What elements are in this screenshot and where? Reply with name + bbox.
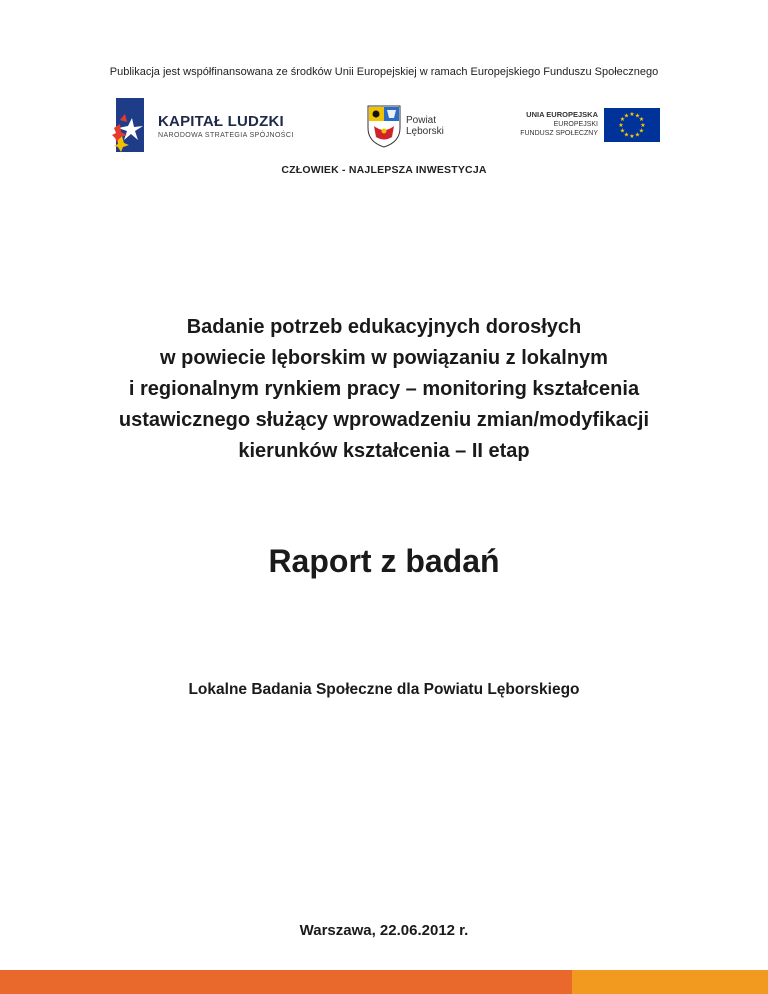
kapital-ludzki-logo [112, 98, 312, 152]
svg-text:★: ★ [619, 116, 626, 123]
svg-text:★: ★ [618, 122, 624, 129]
eu-text [520, 110, 598, 138]
svg-text:★: ★ [619, 127, 626, 135]
title-line: i regionalnym rynkiem pracy – monitoring kształcenia [128, 378, 640, 400]
logo-row [0, 98, 768, 154]
svg-text:★: ★ [629, 133, 635, 140]
title-line: w powiecie lęborskim w powiązaniu z lokalnym [160, 347, 608, 369]
place-date: Warszawa, 22.06.2012 r. [299, 922, 469, 939]
svg-text:★: ★ [640, 122, 646, 129]
eu-line2: EUROPEJSKI [553, 121, 598, 128]
document-title [40, 312, 728, 467]
svg-text:★: ★ [634, 112, 641, 120]
eu-flag-icon [604, 108, 660, 142]
powiat-line1: Powiat [406, 115, 437, 126]
kapital-ludzki-name: KAPITAŁ LUDZKI [158, 113, 284, 130]
kapital-ludzki-emblem-icon [112, 98, 156, 152]
title-line: kierunków kształcenia – II etap [238, 440, 530, 462]
svg-text:★: ★ [638, 127, 645, 135]
eu-logo [500, 108, 660, 152]
powiat-logo [366, 104, 456, 150]
title-line: ustawicznego służący wprowadzeniu zmian/modyfikacji [118, 409, 650, 431]
powiat-line2: Lęborski [406, 126, 444, 137]
footer-bar-amber [572, 970, 768, 994]
title-line: Badanie potrzeb edukacyjnych dorosłych [186, 316, 582, 338]
eu-line3: FUNDUSZ SPOŁECZNY [520, 130, 598, 137]
svg-text:★: ★ [629, 111, 635, 118]
eu-line1: UNIA EUROPEJSKA [526, 110, 598, 119]
slogan: CZŁOWIEK - NAJLEPSZA INWESTYCJA [281, 164, 487, 176]
svg-text:★: ★ [638, 116, 645, 123]
svg-text:★: ★ [634, 131, 641, 139]
organization-name: Lokalne Badania Społeczne dla Powiatu Lęborskiego [188, 681, 580, 698]
kapital-ludzki-subtitle: NARODOWA STRATEGIA SPÓJNOŚCI [158, 132, 294, 139]
footer-color-bar [0, 970, 768, 994]
svg-text:★: ★ [623, 131, 630, 139]
coat-of-arms-icon [366, 104, 402, 148]
report-label: Raport z badań [268, 543, 500, 579]
powiat-name [406, 115, 444, 137]
funding-note: Publikacja jest współfinansowana ze środków Unii Europejskiej w ramach Europejskiego Funduszu Społecznego [109, 66, 659, 78]
svg-text:★: ★ [623, 112, 630, 120]
footer-bar-orange [0, 970, 572, 994]
